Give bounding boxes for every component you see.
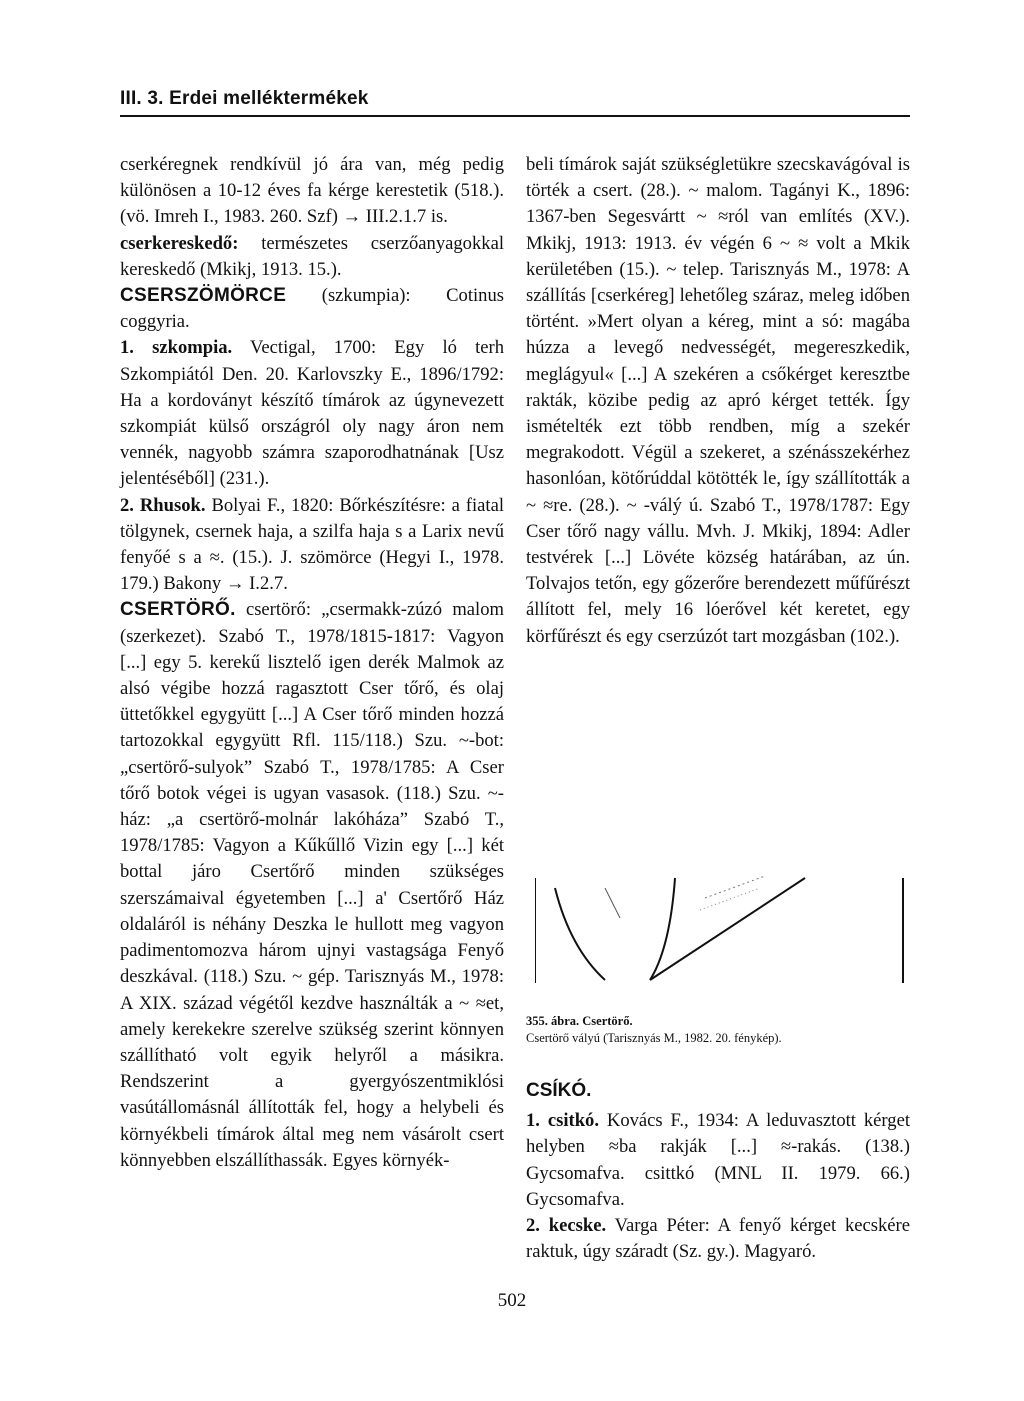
figure-stroke xyxy=(700,888,760,910)
entry-text: természetes cserzőanyagokkal kereskedő (Mkikj, 1913. 15.). xyxy=(120,232,504,280)
entry-csertoro xyxy=(120,597,504,1173)
left-column xyxy=(120,152,504,1174)
entry-text: Vectigal, 1700: Egy ló terh Szkompiától Den. 20. Karlovszky E., 1896/1792: Ha a kordoványt készítő tímárok az úgynevezett szkompiát külső országról oly nagy áron nem vennék, nagyobb számra szaporodhatnának [Usz jelentéséből] (231.). xyxy=(120,337,504,490)
entry-csiko xyxy=(526,1078,910,1265)
headword: CSERSZÖMÖRCE xyxy=(120,285,287,307)
entry-text: Varga Péter: A fenyő kérget kecskére raktuk, úgy száradt (Sz. gy.). Magyaró. xyxy=(526,1215,910,1263)
entry-cserkereskedo xyxy=(120,231,504,283)
entry-text: Bolyai F., 1820: Bőrkészítésre: a fiatal tölgynek, csernek haja, a szilfa haja s a Larix nevű fenyőé s a ≈. (15.). J. szömörce (Hegyi I., 1978. 179.) Bakony → I.2.7. xyxy=(120,494,504,595)
entry-cserszomorce xyxy=(120,283,504,335)
sense-head: 2. kecske. xyxy=(526,1215,607,1237)
sense-head: 2. Rhusok. xyxy=(120,494,206,516)
page-number: 502 xyxy=(497,1290,527,1311)
entry-rhusok xyxy=(120,493,504,598)
figure-caption xyxy=(526,1013,910,1047)
figure-stroke xyxy=(555,888,605,980)
sense-head: 1. csitkó. xyxy=(526,1110,599,1132)
headword: cserkereskedő: xyxy=(120,232,239,254)
entry-text: (szkumpia): Cotinus coggyria. xyxy=(120,285,504,333)
figure-stroke xyxy=(650,878,675,980)
headword-csiko: CSÍKÓ. xyxy=(526,1080,592,1101)
caption-label: 355. ábra. Csertörő. xyxy=(526,1014,633,1028)
header-rule xyxy=(120,115,910,117)
figure-stroke xyxy=(605,888,620,918)
sense-head: 1. szkompia. xyxy=(120,337,233,359)
entry-csitko xyxy=(526,1108,910,1213)
figure-stroke xyxy=(705,876,765,898)
entry-csertoro-continued: beli tímárok saját szükségletükre szecskavágóval is törték a csert. (28.). ~ malom. Tagányi K., 1896: 1367-ben Segesvártt ~ ≈ról van említés (XV.). Mkikj, 1913: 1913. év végén 6 ~ ≈ volt a Mkik kerületében (15.). ~ telep. Tarisznyás M., 1978: A szállítás [cserkéreg] lehetőleg száraz, meleg időben történt. »Mert olyan a kéreg, mint a só: magába húzza a levegő nedvességét, megereszkedik, meglágyul« [...] A szekéren a csőkérget keresztbe rakták, közibe pedig az apró kérget tették. Így ismételték ezt több rendben, míg a szekér megrakodott. Végül a szekeret, a szénásszekérhez hasonlóan, kötőrúddal kötötték le, így szállították a ~ ≈re. (28.). ~ -válý ú. Szabó T., 1978/1787: Egy Cser tőrő nagy vállu. Mvh. J. Mkikj, 1894: Adler testvérek [...] Lövéte község határában, az ún. Tolvajos tetőn, egy gőzerőre berendezett műfűrészt állított fel, mely 16 lóerővel két keretet, egy körfűrészt és egy cserzúzót tart mozgásban (102.). xyxy=(526,154,910,647)
running-header xyxy=(120,88,910,110)
entry-kecske xyxy=(526,1213,910,1265)
right-column xyxy=(526,152,910,650)
entry-szkompia xyxy=(120,335,504,492)
entry-text: Kovács F., 1934: A leduvasztott kérget helyben ≈ba rakják [...] ≈-rakás. (138.) Gycsomafva. csittkó (MNL II. 1979. 66.) Gycsomafva. xyxy=(526,1110,910,1210)
headword: CSERTÖRŐ. xyxy=(120,599,236,621)
entry-cserkereg-continued: cserkéregnek rendkívül jó ára van, még pedig különösen a 10-12 éves fa kérge kerestetik (518.). (vö. Imreh I., 1983. 260. Szf) → III.2.1.7 is. xyxy=(120,154,504,228)
figure-355-photo xyxy=(535,868,910,988)
page-header-title: III. 3. Erdei melléktermékek xyxy=(120,88,369,109)
caption-text: Csertörő vályú (Tarisznyás M., 1982. 20. fénykép). xyxy=(526,1031,782,1045)
entry-text: csertörő: „csermakk-zúzó malom (szerkezet). Szabó T., 1978/1815-1817: Vagyon [...] egy 5. kerekű lisztelő igen derék Malmok az alsó végibe hozzá ragasztott Cser tőrő, és olaj üttetőkkel egygyütt [...] A Cser tőrő minden hozzá tartozokkal egygyütt Rfl. 115/118.) Szu. ~-bot: „csertörő-sulyok” Szabó T., 1978/1785: A Cser tőrő botok végei is ugyan vasasok. (118.) Szu. ~-ház: „a csertörő-molnár lakóháza” Szabó T., 1978/1785: Vagyon a Kűkűllő Vizin egy [...] két bottal járo Csertőrő minden szükséges szerszámaival égyetemben [...] a' Csertőrő Ház oldaláról is néhány Deszka le hullott meg vagyon padimentomozva három ujnyi vastagsága Fenyő deszkával. (118.) Szu. ~ gép. Tarisznyás M., 1978: A XIX. század végétől kezdve használták a ~ ≈et, amely kerekekre szerelve szükség szerint könnyen szállítható volt egyik helyről a másikra. Rendszerint a gyergyószentmiklósi vasútállomásnál állították fel, hogy a helybeli és környékbeli tímárok által meg nem vásárolt csert könnyebben elszállíthassák. Egyes környék- xyxy=(120,599,504,1171)
